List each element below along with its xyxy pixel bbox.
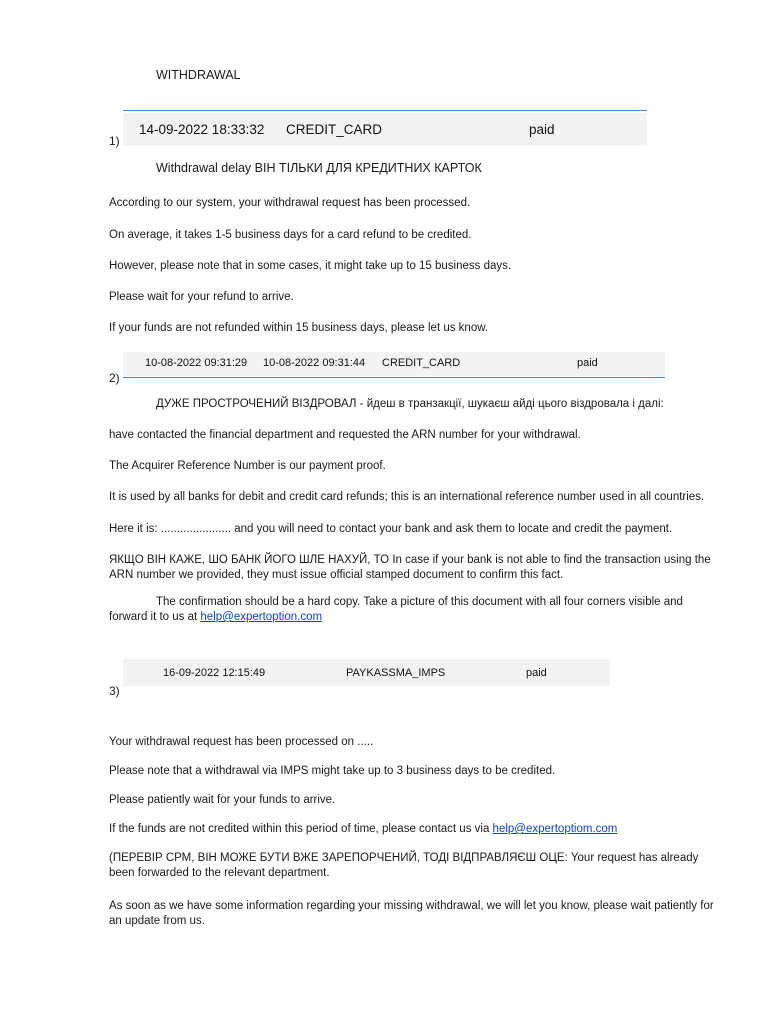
paragraph: Your withdrawal request has been processed on .....	[109, 736, 374, 748]
transaction-status: paid	[526, 667, 547, 679]
paragraph: Please wait for your refund to arrive.	[109, 291, 294, 303]
email-link[interactable]: help@expertoption.com	[200, 611, 323, 623]
email-link[interactable]: help@expertoptiom.com	[492, 823, 618, 835]
paragraph: Please patiently wait for your funds to arrive.	[109, 794, 336, 806]
page-title: WITHDRAWAL	[156, 68, 241, 82]
paragraph: ЯКЩО ВІН КАЖЕ, ШО БАНК ЙОГО ШЛЕ НАХУЙ, ТО In case if your bank is not able to find the transaction using the ARN number we provided, they must issue official stamped document to confirm this fact.	[109, 554, 711, 581]
paragraph: As soon as we have some information regarding your missing withdrawal, we will let you know, please wait patiently for an update from us.	[109, 900, 714, 927]
paragraph: Please note that a withdrawal via IMPS might take up to 3 business days to be credited.	[109, 765, 556, 777]
paragraph	[109, 595, 721, 625]
transaction-datetime: 16-09-2022 12:15:49	[163, 667, 266, 679]
paragraph: have contacted the financial department and requested the ARN number for your withdrawal.	[109, 429, 581, 441]
section-heading: Withdrawal delay ВІН ТІЛЬКИ ДЛЯ КРЕДИТНИХ КАРТОК	[156, 161, 482, 175]
paragraph: On average, it takes 1-5 business days for a card refund to be credited.	[109, 229, 472, 241]
transaction-datetime-completed: 10-08-2022 09:31:44	[263, 357, 366, 369]
paragraph: However, please note that in some cases, it might take up to 15 business days.	[109, 260, 512, 272]
screenshot-divider	[123, 110, 647, 111]
contact-text: If the funds are not credited within this period of time, please contact us via	[109, 823, 493, 835]
paragraph: If your funds are not refunded within 15 business days, please let us know.	[109, 322, 489, 334]
transaction-row-3	[123, 659, 610, 686]
transaction-row-2	[123, 352, 665, 376]
transaction-row-1	[123, 113, 647, 146]
transaction-method: PAYKASSMA_IMPS	[346, 667, 446, 679]
paragraph: It is used by all banks for debit and credit card refunds; this is an international reference number used in all countries.	[109, 491, 705, 503]
screenshot-divider	[123, 377, 665, 378]
transaction-status: paid	[577, 357, 598, 369]
paragraph	[109, 822, 721, 837]
paragraph: The Acquirer Reference Number is our payment proof.	[109, 460, 386, 472]
transaction-datetime: 14-09-2022 18:33:32	[139, 122, 265, 137]
paragraph: (ПЕРЕВІР СРМ, ВІН МОЖЕ БУТИ ВЖЕ ЗАРЕПОРЧЕНИЙ, ТОДІ ВІДПРАВЛЯЄШ ОЦЕ: Your request has already been forwarded to the relevant department.	[109, 852, 699, 879]
transaction-method: CREDIT_CARD	[382, 357, 461, 369]
section-number: 2)	[109, 371, 120, 385]
paragraph: According to our system, your withdrawal request has been processed.	[109, 197, 471, 209]
transaction-method: CREDIT_CARD	[286, 122, 383, 137]
confirmation-text: The confirmation should be a hard copy. Take a picture of this document with all four corners visible and forward it to us at	[109, 596, 683, 623]
transaction-datetime: 10-08-2022 09:31:29	[145, 357, 248, 369]
section-heading: ДУЖЕ ПРОСТРОЧЕНИЙ ВІЗДРОВАЛ - йдеш в транзакції, шукаєш айді цього віздровала і далі:	[156, 398, 664, 410]
section-number: 1)	[109, 134, 120, 148]
paragraph: Here it is: ...................... and you will need to contact your bank and ask them to locate and credit the payment.	[109, 523, 673, 535]
transaction-status: paid	[529, 122, 555, 137]
section-number: 3)	[109, 684, 120, 698]
